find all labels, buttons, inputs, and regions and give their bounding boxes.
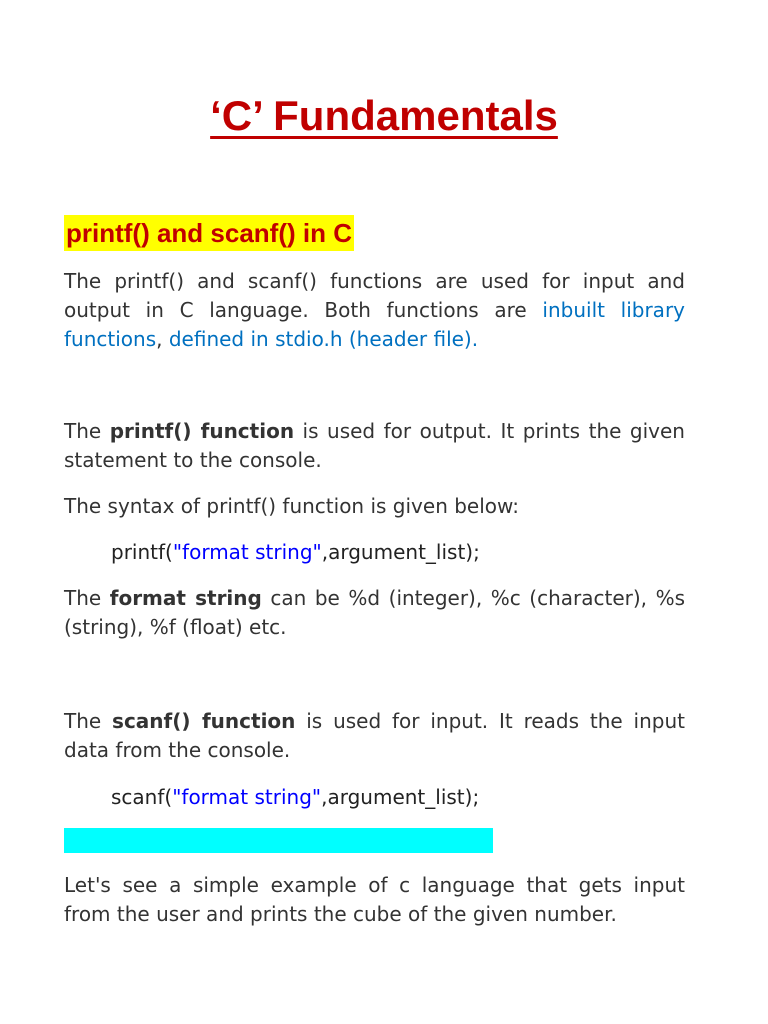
format-desc-bold: format string [109,586,262,610]
example-intro: Let's see a simple example of c language that gets input from the user and prints the cube of the given number. [64,873,685,926]
scanf-desc-pre: The [64,709,113,733]
printf-description [64,417,685,475]
format-string-description [64,584,685,642]
intro-paragraph [64,267,685,354]
printf-desc-post: is used for output. It prints the given statement to the console. [64,419,685,472]
inbuilt-library-link[interactable]: inbuilt library functions [64,298,685,351]
section-heading: printf() and scanf() in C [64,215,354,251]
printf-desc-pre: The [64,419,110,443]
syntax-intro: The syntax of printf() function is given below: [64,494,520,518]
scanf-code-string: "format string" [172,785,322,809]
scanf-desc-post: is used for input. It reads the input data from the console. [64,709,685,762]
printf-code-string: "format string" [172,540,322,564]
scanf-code-suffix: ,argument_list); [321,785,480,809]
printf-desc-bold: printf() function [109,419,295,443]
format-desc-post: can be %d (integer), %c (character), %s (string), %f (float) etc. [64,586,685,639]
page-title [0,92,768,140]
scanf-desc-bold: scanf() function [112,709,296,733]
printf-code-line [111,538,480,567]
scanf-description [64,707,685,765]
format-desc-pre: The [64,586,110,610]
scanf-code-line [111,783,479,812]
page-title-text: ‘C’ Fundamentals [210,92,558,139]
scanf-code-prefix: scanf( [111,785,173,809]
intro-text: The printf() and scanf() functions are used for input and output in C language. Both functions are [64,269,685,322]
stdio-header-link[interactable]: defined in stdio.h (header file). [168,327,479,351]
cyan-highlight-bar [64,828,493,853]
intro-separator: , [156,327,169,351]
printf-code-prefix: printf( [111,540,173,564]
printf-code-suffix: ,argument_list); [321,540,480,564]
